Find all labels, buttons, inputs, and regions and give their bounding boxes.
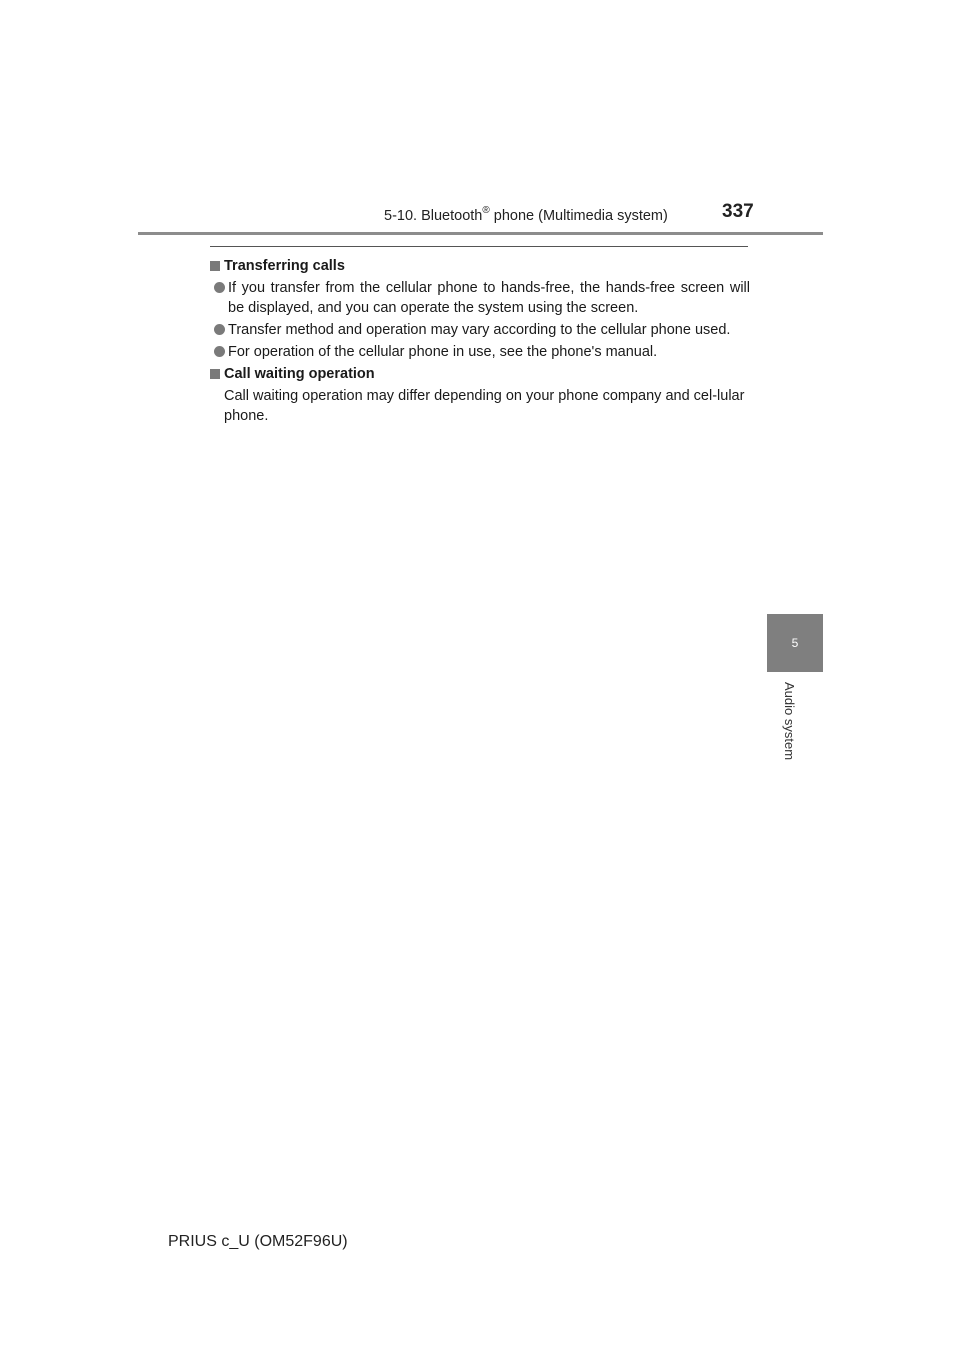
page-number: 337 — [722, 201, 754, 222]
running-header — [384, 206, 668, 224]
chapter-number: 5 — [791, 636, 799, 650]
header-title-suffix: phone (Multimedia system) — [489, 207, 668, 224]
list-item-text: For operation of the cellular phone in use, see the phone's manual. — [228, 344, 658, 360]
square-bullet-icon — [210, 369, 220, 379]
section-heading-text: Call waiting operation — [224, 366, 375, 382]
section-heading-text: Transferring calls — [224, 258, 345, 274]
registered-mark: ® — [482, 205, 490, 216]
footer-model: PRIUS c_U (OM52F96U) — [168, 1233, 348, 1250]
list-item-text: If you transfer from the cellular phone to hands-free, the hands-free screen will be displayed, and you can operate the system using the screen. — [228, 280, 750, 316]
section-heading — [210, 256, 750, 276]
circle-bullet-icon — [214, 282, 225, 293]
header-title-prefix: 5-10. Bluetooth — [384, 207, 483, 224]
circle-bullet-icon — [214, 346, 225, 357]
page-content — [210, 256, 750, 426]
chapter-tab — [767, 614, 823, 672]
circle-bullet-icon — [214, 324, 225, 335]
chapter-label: Audio system — [782, 682, 797, 761]
list-item-text: Transfer method and operation may vary according to the cellular phone used. — [228, 322, 731, 338]
section-rule — [210, 246, 748, 247]
list-item — [210, 320, 750, 340]
square-bullet-icon — [210, 261, 220, 271]
list-item — [210, 278, 750, 318]
section-heading — [210, 364, 750, 384]
section-paragraph: Call waiting operation may differ depending on your phone company and cel-lular phone. — [224, 388, 745, 424]
list-item — [210, 342, 750, 362]
header-rule — [138, 232, 823, 235]
